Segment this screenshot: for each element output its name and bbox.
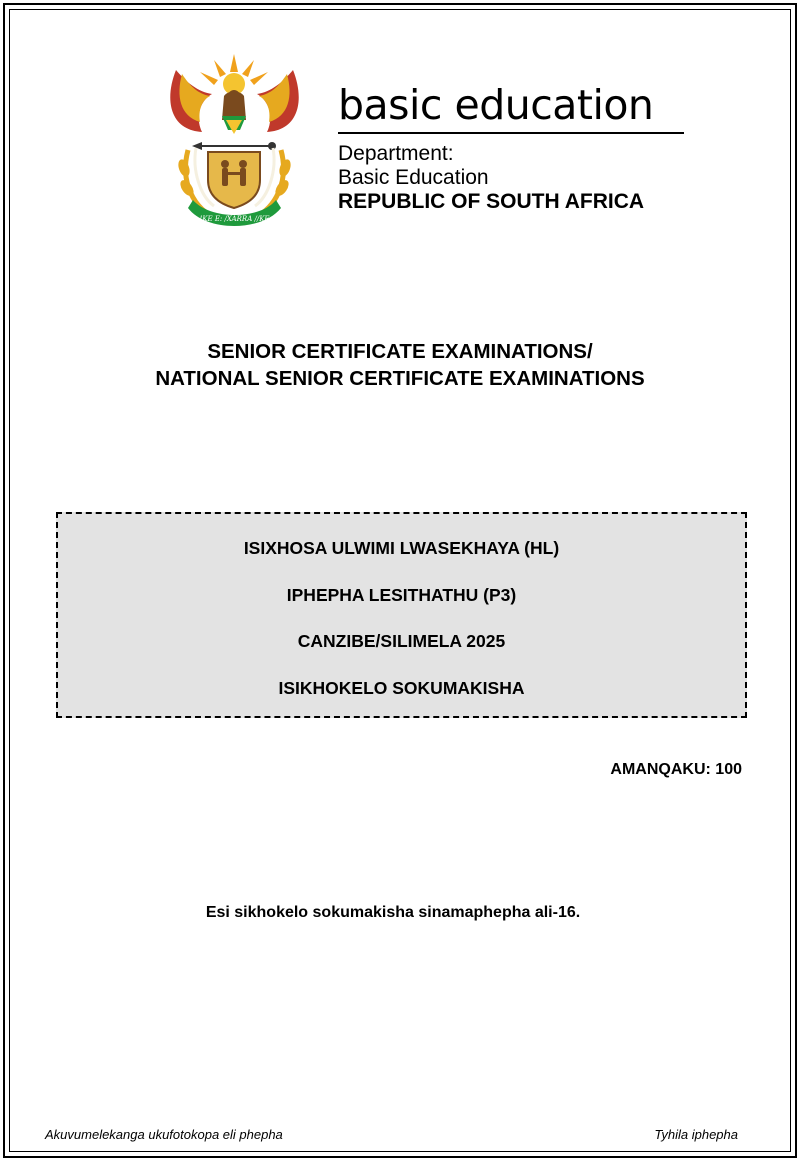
footer-turn-page: Tyhila iphepha	[654, 1127, 738, 1142]
page-count-note: Esi sikhokelo sokumakisha sinamaphepha ali-16.	[205, 904, 581, 921]
footer-copy-notice: Akuvumelekanga ukufotokopa eli phepha	[45, 1127, 283, 1142]
brand-title: basic education	[338, 81, 654, 129]
subject-name: ISIXHOSA ULWIMI LWASEKHAYA (HL)	[243, 538, 560, 558]
paper-number: IPHEPHA LESITHATHU (P3)	[286, 585, 517, 605]
brand-divider	[338, 132, 684, 134]
coat-of-arms-logo	[162, 50, 307, 230]
total-marks: AMANQAKU: 100	[610, 761, 742, 778]
department-name: Basic Education	[338, 166, 489, 189]
department-label: Department:	[338, 142, 454, 165]
crest-motto: !KE E: /XARRA //KE	[199, 215, 270, 223]
country-name: REPUBLIC OF SOUTH AFRICA	[338, 190, 645, 213]
exam-title-block	[0, 338, 800, 392]
exam-title-line1: SENIOR CERTIFICATE EXAMINATIONS/	[207, 340, 593, 363]
exam-session: CANZIBE/SILIMELA 2025	[297, 631, 506, 651]
document-type: ISIKHOKELO SOKUMAKISHA	[278, 678, 525, 698]
exam-title-line2: NATIONAL SENIOR CERTIFICATE EXAMINATIONS	[155, 367, 645, 390]
subject-info-box	[56, 512, 747, 718]
department-branding	[338, 80, 688, 214]
